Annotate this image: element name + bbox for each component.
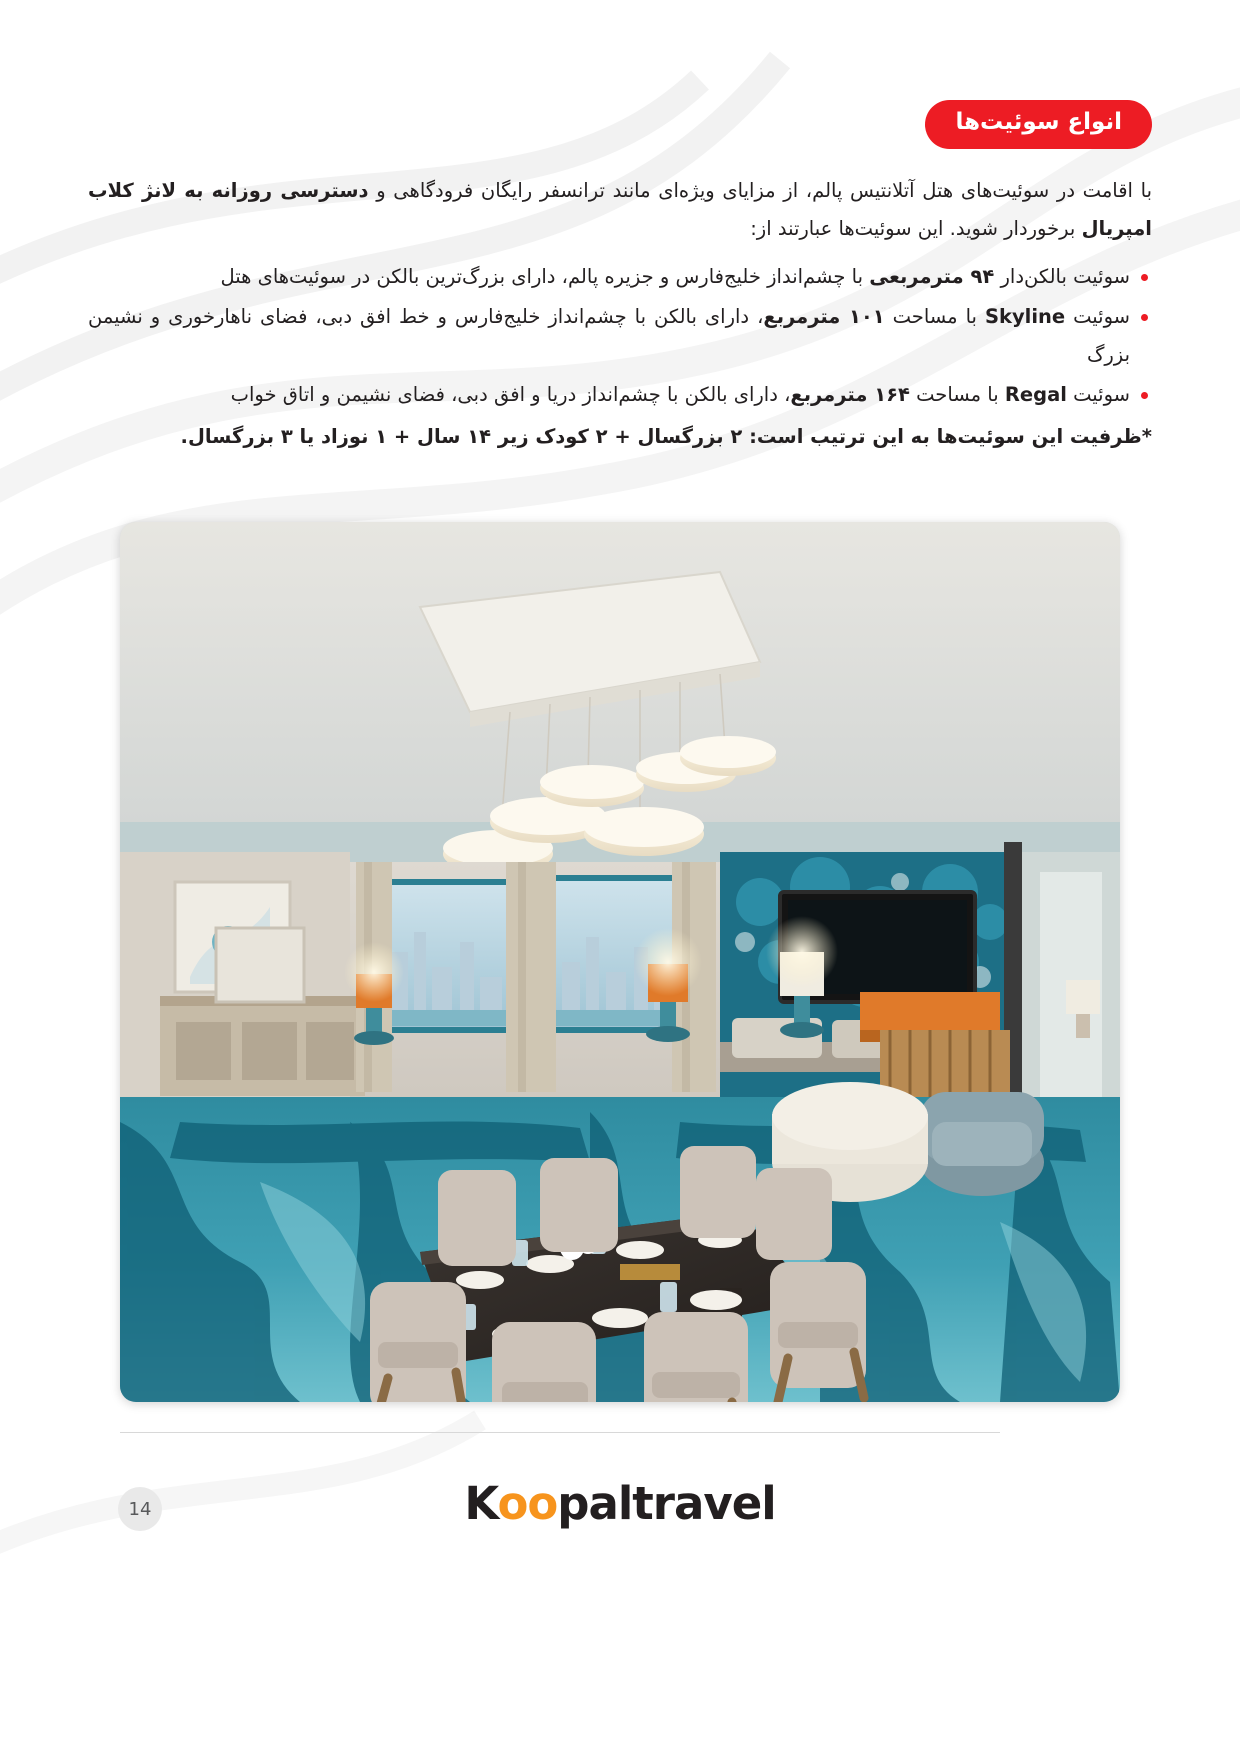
list-item: سوئیت بالکن‌دار ۹۴ مترمربعی با چشم‌انداز خلیج‌فارس و جزیره پالم، دارای بزرگ‌ترین بالکن در سوئیت‌های هتل xyxy=(88,258,1152,296)
brand-suffix: paltravel xyxy=(557,1477,776,1530)
section-title-wrap xyxy=(925,100,1152,149)
list-item: سوئیت Skyline با مساحت ۱۰۱ مترمربع، دارای بالکن با چشم‌انداز خلیج‌فارس و خط افق دبی، فضای ناهارخوری و نشیمن بزرگ xyxy=(88,298,1152,374)
brand-oo: oo xyxy=(497,1477,558,1530)
suite-photo-illustration xyxy=(120,522,1120,1402)
brand-prefix: K xyxy=(464,1477,498,1530)
brand-logo xyxy=(0,1477,1240,1530)
capacity-note: *ظرفیت این سوئیت‌ها به این ترتیب است: ۲ بزرگسال + ۲ کودک زیر ۱۴ سال + ۱ نوزاد یا ۳ بزرگسال. xyxy=(180,425,1152,449)
suite-photo xyxy=(120,522,1120,1402)
content-block xyxy=(88,172,1152,456)
suite-list xyxy=(88,258,1152,414)
section-title: انواع سوئیت‌ها xyxy=(925,100,1152,149)
footer-divider xyxy=(120,1432,1000,1433)
page-number-badge: 14 xyxy=(118,1487,162,1531)
list-item: سوئیت Regal با مساحت ۱۶۴ مترمربع، دارای بالکن با چشم‌انداز دریا و افق دبی، فضای نشیمن و اتاق خواب xyxy=(88,376,1152,414)
intro-paragraph: با اقامت در سوئیت‌های هتل آتلانتیس پالم، از مزایای ویژه‌ای مانند ترانسفر رایگان فرودگاهی و دسترسی روزانه به لانژ کلاب امپریال برخوردار شوید. این سوئیت‌ها عبارتند از: xyxy=(88,179,1153,241)
